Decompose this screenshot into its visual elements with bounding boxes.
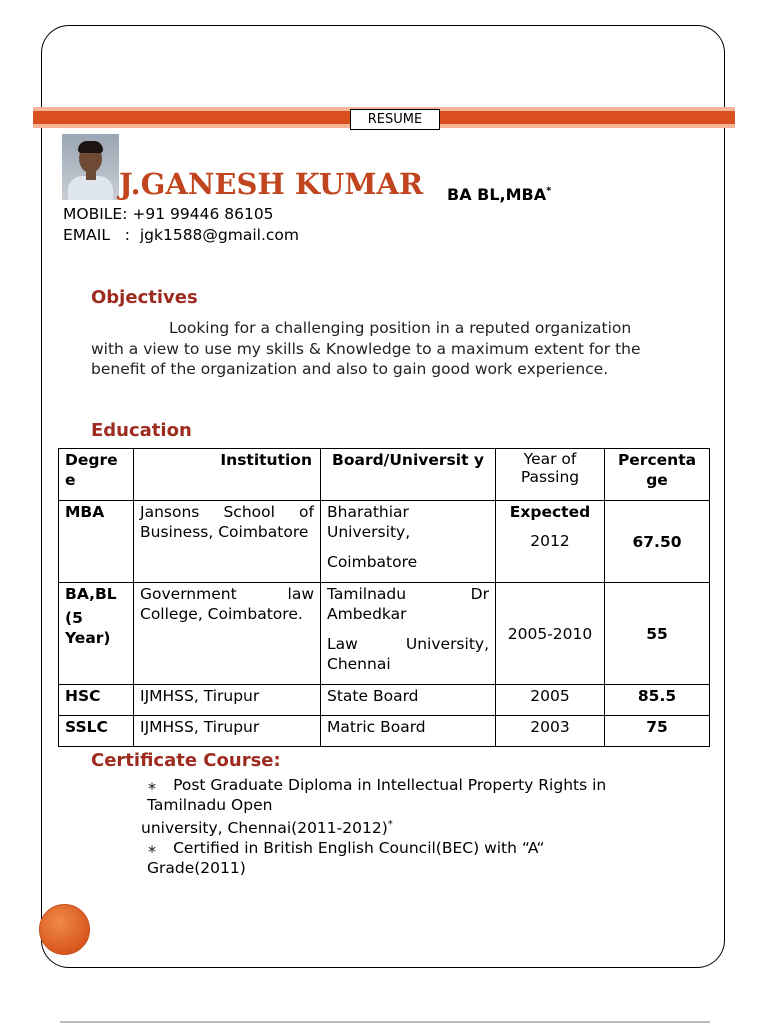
year-cell: 2003 [496, 716, 605, 747]
mobile-label: MOBILE: [63, 205, 133, 223]
institution-cell: IJMHSS, Tirupur [134, 685, 321, 716]
mobile-number: +91 99446 86105 [132, 205, 274, 223]
degree-cell: BA,BL (5 Year) [59, 583, 134, 685]
objectives-heading: Objectives [91, 287, 198, 308]
column-header-board: Board/Universit y [321, 449, 496, 501]
email-label: EMAIL : [63, 226, 140, 244]
column-header-percentage: Percenta ge [605, 449, 710, 501]
percentage-cell: 67.50 [605, 501, 710, 583]
bullet-icon: ∗ [147, 779, 158, 793]
percentage-cell: 55 [605, 583, 710, 685]
decorative-circle [39, 904, 90, 955]
column-header-year: Year of Passing [496, 449, 605, 501]
year-cell: Expected 2012 [496, 501, 605, 583]
certificate-item-1-line-3: university, Chennai(2011-2012)* [141, 819, 393, 838]
certificate-item-2-line-2: Grade(2011) [147, 859, 246, 877]
institution-cell: Jansons School of Business, Coimbatore [134, 501, 321, 583]
degree-cell: MBA [59, 501, 134, 583]
email-line [63, 226, 299, 244]
certificate-heading: Certificate Course: [91, 750, 281, 771]
column-header-institution: Institution [134, 449, 321, 501]
year-cell: 2005-2010 [496, 583, 605, 685]
institution-cell: IJMHSS, Tirupur [134, 716, 321, 747]
bullet-icon: ∗ [147, 842, 158, 856]
institution-cell: Government law College, Coimbatore. [134, 583, 321, 685]
profile-photo [62, 134, 119, 200]
education-heading: Education [91, 420, 192, 441]
degree-mark: * [546, 185, 552, 197]
candidate-degree: BA BL,MBA* [447, 185, 552, 204]
certificate-item-1-line-2: Tamilnadu Open [147, 796, 273, 814]
table-row [59, 583, 710, 685]
degree-cell: HSC [59, 685, 134, 716]
board-cell: Bharathiar University, Coimbatore [321, 501, 496, 583]
year-cell: 2005 [496, 685, 605, 716]
table-row [59, 501, 710, 583]
certificate-item-1-line-1: ∗ Post Graduate Diploma in Intellectual Property Rights in [147, 776, 607, 794]
page-divider [60, 1021, 710, 1023]
board-cell: State Board [321, 685, 496, 716]
table-row [59, 685, 710, 716]
board-cell: Tamilnadu Dr Ambedkar Law University, Chennai [321, 583, 496, 685]
percentage-cell: 85.5 [605, 685, 710, 716]
column-header-degree: Degre e [59, 449, 134, 501]
table-header-row [59, 449, 710, 501]
board-cell: Matric Board [321, 716, 496, 747]
table-row [59, 716, 710, 747]
email-address[interactable]: jgk1588@gmail.com [139, 226, 299, 244]
candidate-name: J.GANESH KUMAR [119, 167, 424, 201]
degree-cell: SSLC [59, 716, 134, 747]
mobile-line [63, 205, 274, 223]
certificate-item-2-line-1: ∗ Certified in British English Council(BEC) with “A“ [147, 839, 545, 857]
resume-label: RESUME [350, 109, 440, 130]
percentage-cell: 75 [605, 716, 710, 747]
education-table [58, 448, 710, 747]
objectives-text: Looking for a challenging position in a reputed organization with a view to use my skills & Knowledge to a maximum extent for the benefit of the organization and also to gain good work experience. [91, 319, 641, 378]
